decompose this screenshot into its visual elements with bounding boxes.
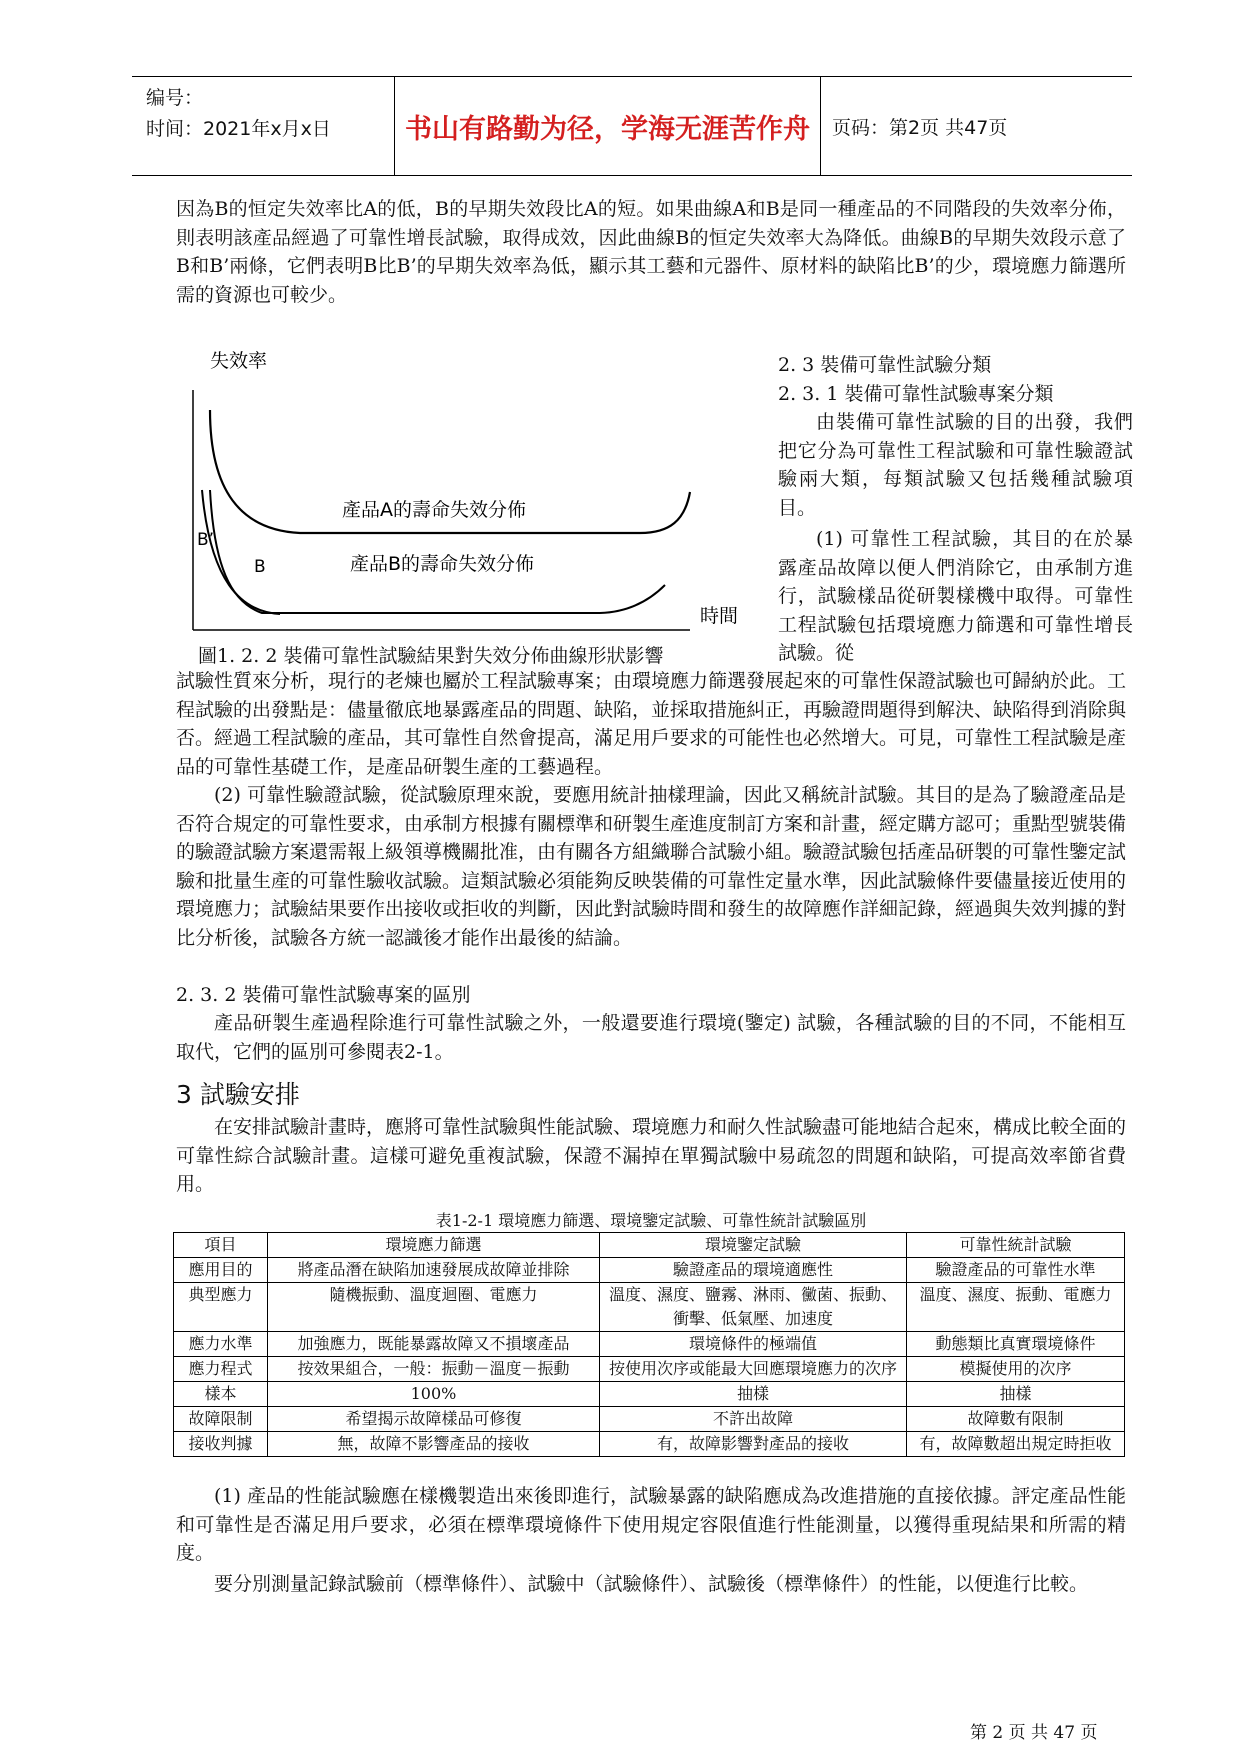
mark-b: B — [254, 557, 266, 577]
table-cell: 無，故障不影響產品的接收 — [268, 1432, 600, 1457]
table-cell: 隨機振動、溫度迴圈、電應力 — [268, 1283, 600, 1332]
table-cell: 加強應力，既能暴露故障又不損壞產品 — [268, 1332, 600, 1357]
table-cell: 故障限制 — [174, 1407, 268, 1432]
table-cell: 驗證產品的環境適應性 — [600, 1258, 907, 1283]
mark-b-prime: B’ — [197, 530, 215, 550]
verification-test-paragraph: (2) 可靠性驗證試驗，從試驗原理來說，要應用統計抽樣理論，因此又稱統計試驗。其目的是為了驗證產品是否符合規定的可靠性要求，由承制方根據有關標準和研製生產進度制訂方案和計畫，經定購方認可；重點型號裝備的驗證試驗方案還需報上級領導機關批准，由有關各方組織聯合試驗小組。驗證試驗包括產品研製的可靠性鑒定試驗和批量生產的可靠性驗收試驗。這類試驗必須能夠反映裝備的可靠性定量水準，因此試驗條件要儘量接近使用的環境應力；試驗結果要作出接收或拒收的判斷，因此對試驗時間和發生的故障應作詳細記錄，經過與失效判據的對比分析後，試驗各方統一認識後才能作出最後的結論。 — [176, 784, 1127, 949]
table-cell: 典型應力 — [174, 1283, 268, 1332]
failure-curve-figure — [180, 340, 760, 670]
sidebar-text-1: 由裝備可靠性試驗的目的出發，我們把它分為可靠性工程試驗和可靠性驗證試驗兩大類，每類試驗又包括幾種試驗項目。 — [778, 411, 1133, 519]
table-cell: 100% — [268, 1382, 600, 1407]
measurement-paragraph: 要分別測量記錄試驗前（標準條件）、試驗中（試驗條件）、試驗後（標準條件）的性能，以便進行比較。 — [214, 1573, 1089, 1595]
table-cell: 按使用次序或能最大回應環境應力的次序 — [600, 1357, 907, 1382]
page-footer: 第 2 页 共 47 页 — [970, 1723, 1098, 1743]
figure-caption: 圖1. 2. 2 裝備可靠性試驗結果對失效分佈曲線形狀影響 — [198, 645, 664, 667]
table-header-cell: 環境應力篩選 — [268, 1233, 600, 1258]
heading-2-3-2: 2. 3. 2 裝備可靠性試驗專案的區別 — [176, 984, 471, 1006]
table-cell: 樣本 — [174, 1382, 268, 1407]
table-row — [174, 1357, 1125, 1382]
table-header-cell: 可靠性統計試驗 — [907, 1233, 1125, 1258]
sidebar-text-2: (1) 可靠性工程試驗，其目的在於暴露產品故障以便人們消除它，由承制方進行，試驗樣品從研製樣機中取得。可靠性工程試驗包括環境應力篩選和可靠性增長試驗。從 — [778, 528, 1133, 664]
performance-test-paragraph: (1) 產品的性能試驗應在樣機製造出來後即進行，試驗暴露的缺陷應成為改進措施的直接依據。評定產品性能和可靠性是否滿足用戶要求，必須在標準環境條件下使用規定容限值進行性能測量，以獲得重現結果和所需的精度。 — [176, 1485, 1126, 1564]
table-row — [174, 1407, 1125, 1432]
table-cell: 故障數有限制 — [907, 1407, 1125, 1432]
table-cell: 應力程式 — [174, 1357, 268, 1382]
table-cell: 驗證產品的可靠性水準 — [907, 1258, 1125, 1283]
table-cell: 抽樣 — [600, 1382, 907, 1407]
curve-b-label: 產品B的壽命失效分佈 — [350, 553, 535, 575]
intro-paragraph: 因為B的恒定失效率比A的低，B的早期失效段比A的短。如果曲線A和B是同一種產品的不同階段的失效率分佈，則表明該產品經過了可靠性增長試驗，取得成效，因此曲線B的恒定失效率大為降低。曲線B的早期失效段示意了B和B’兩條，它們表明B比B’的早期失效率為低，顯示其工藝和元器件、原材料的缺陷比B’的少，環境應力篩選所需的資源也可較少。 — [176, 198, 1126, 306]
header-left — [146, 83, 331, 145]
table-header-cell: 環境鑒定試驗 — [600, 1233, 907, 1258]
time-label: 时间：2021年x月x日 — [146, 118, 331, 140]
heading-3: 3 試驗安排 — [176, 1080, 300, 1109]
table-cell: 有，故障數超出規定時拒收 — [907, 1432, 1125, 1457]
page-header — [132, 76, 1132, 176]
table-caption: 表1-2-1 環境應力篩選、環境鑒定試驗、可靠性統計試驗區別 — [435, 1211, 867, 1230]
table-cell: 有，故障影響對產品的接收 — [600, 1432, 907, 1457]
table-row — [174, 1382, 1125, 1407]
engineering-test-continuation: 試驗性質來分析，現行的老煉也屬於工程試驗專案；由環境應力篩選發展起來的可靠性保證試驗也可歸納於此。工程試驗的出發點是：儘量徹底地暴露產品的問題、缺陷，並採取措施糾正，再驗證問題得到解決、缺陷得到消除與否。經過工程試驗的產品，其可靠性自然會提高，滿足用戶要求的可能性也必然增大。可見，可靠性工程試驗是產品的可靠性基礎工作，是產品研製生產的工藝過程。 — [176, 670, 1127, 778]
table-cell: 希望揭示故障樣品可修復 — [268, 1407, 600, 1432]
table-row — [174, 1432, 1125, 1457]
table-cell: 接收判據 — [174, 1432, 268, 1457]
table-cell: 按效果組合，一般：振動－溫度－振動 — [268, 1357, 600, 1382]
x-axis-label: 時間 — [700, 605, 739, 627]
table-cell: 抽樣 — [907, 1382, 1125, 1407]
table-cell: 模擬使用的次序 — [907, 1357, 1125, 1382]
arrangement-paragraph: 在安排試驗計畫時，應將可靠性試驗與性能試驗、環境應力和耐久性試驗盡可能地結合起來，構成比較全面的可靠性綜合試驗計畫。這樣可避免重複試驗，保證不漏掉在單獨試驗中易疏忽的問題和缺陷，可提高效率節省費用。 — [176, 1116, 1127, 1195]
table-cell: 應用目的 — [174, 1258, 268, 1283]
curve-a-label: 產品A的壽命失效分佈 — [342, 499, 526, 521]
serial-label: 编号： — [146, 87, 204, 109]
header-page-label: 页码：第2页 共47页 — [832, 117, 1008, 139]
sidebar-heading-2-3-1: 2. 3. 1 裝備可靠性試驗專案分類 — [778, 383, 1054, 405]
table-row — [174, 1332, 1125, 1357]
table-row — [174, 1258, 1125, 1283]
y-axis-label: 失效率 — [210, 350, 268, 372]
comparison-table — [173, 1232, 1125, 1457]
table-cell: 溫度、濕度、鹽霧、淋雨、黴菌、振動、衝擊、低氣壓、加速度 — [600, 1283, 907, 1332]
table-cell: 動態類比真實環境條件 — [907, 1332, 1125, 1357]
failure-curve-svg — [180, 340, 760, 670]
sidebar-heading-2-3: 2. 3 裝備可靠性試驗分類 — [778, 354, 992, 376]
curve-b-rise — [600, 585, 665, 613]
table-row — [174, 1283, 1125, 1332]
header-motto: 书山有路勤为径，学海无涯苦作舟 — [394, 77, 821, 175]
difference-paragraph: 產品研製生產過程除進行可靠性試驗之外，一般還要進行環境(鑒定) 試驗，各種試驗的目的不同，不能相互取代，它們的區別可參閱表2-1。 — [176, 1012, 1126, 1063]
table-cell: 溫度、濕度、振動、電應力 — [907, 1283, 1125, 1332]
table-cell: 不許出故障 — [600, 1407, 907, 1432]
table-header-row — [174, 1233, 1125, 1258]
table-cell: 環境條件的極端值 — [600, 1332, 907, 1357]
table-cell: 將產品潛在缺陷加速發展成故障並排除 — [268, 1258, 600, 1283]
table-header-cell: 項目 — [174, 1233, 268, 1258]
table-cell: 應力水準 — [174, 1332, 268, 1357]
